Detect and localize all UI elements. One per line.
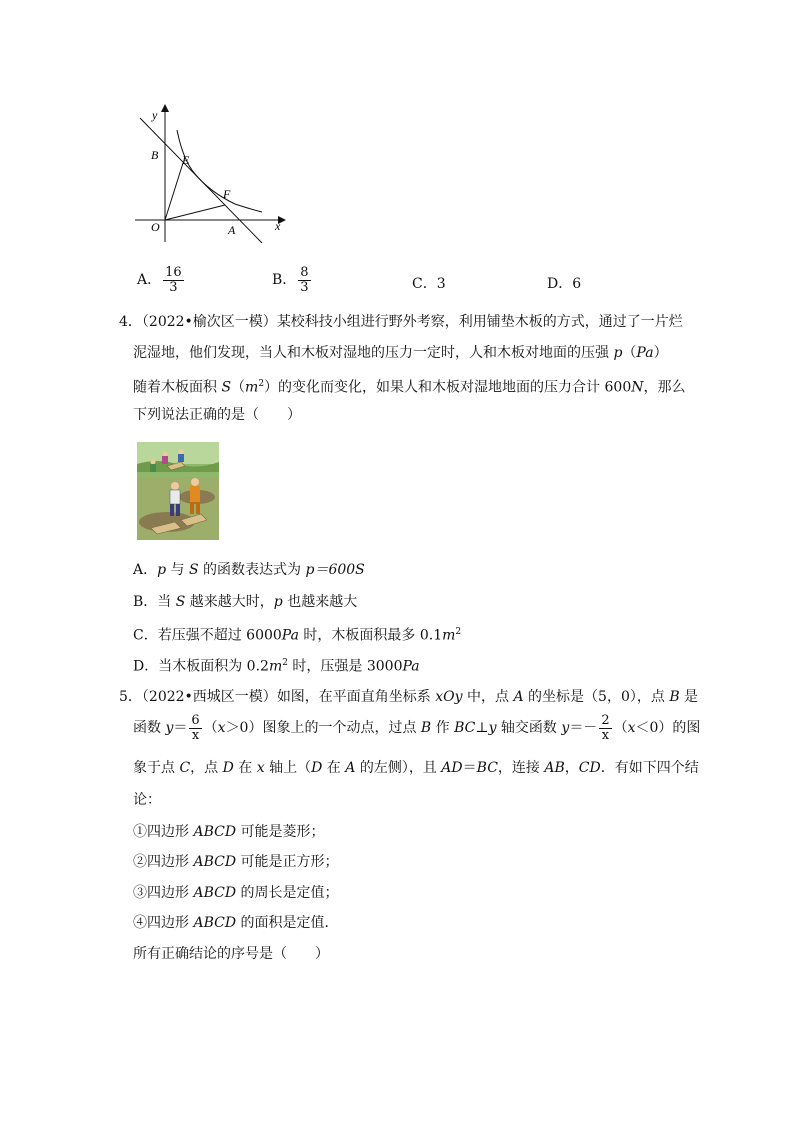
- fraction-2-x: $\frac{2}{x}$: [601, 713, 610, 743]
- q4-option-b[interactable]: B．当 S 越来越大时，p 也越来越大: [133, 594, 358, 610]
- label-y: y: [152, 108, 158, 122]
- q5-line1: 5．（2022•西城区一模）如图，在平面直角坐标系 xOy 中，点 A 的坐标是（5，0），点 B 是: [119, 689, 699, 705]
- q5-source: （2022•西城区一模）: [141, 689, 277, 705]
- label-E: E: [182, 153, 190, 167]
- label-x: x: [275, 219, 281, 233]
- q3-option-b[interactable]: B． $\frac{8}{3}$: [272, 265, 309, 295]
- wetland-illustration: [137, 442, 219, 540]
- q5-conclusion-3: ③四边形 ABCD 的周长是定值；: [133, 885, 339, 901]
- q3-option-a[interactable]: A． $\frac{16}{3}$: [137, 265, 182, 295]
- q4-option-d[interactable]: D．当木板面积为 $0.2m^2$ 时，压强是 3000Pa: [133, 658, 420, 675]
- q5-conclusion-2: ②四边形 ABCD 可能是正方形；: [133, 854, 339, 870]
- label-F: F: [223, 187, 231, 201]
- q5-final-prompt: 所有正确结论的序号是（ ）: [133, 946, 329, 962]
- label-B: B: [151, 148, 159, 162]
- label-A: A: [228, 223, 236, 237]
- q4-line2: 泥湿地，他们发现，当人和木板对湿地的压力一定时，人和木板对地面的压强 p（Pa）: [133, 345, 668, 361]
- q4-option-c[interactable]: C．若压强不超过 6000Pa 时，木板面积最多 $0.1m^2$: [133, 627, 462, 644]
- q5-line3: 象于点 C，点 D 在 x 轴上（D 在 A 的左侧），且 AD＝BC，连接 AB，CD．有如下四个结: [133, 760, 699, 776]
- q4-option-a[interactable]: A．p 与 S 的函数表达式为 p＝600S: [133, 562, 365, 578]
- q5-line4: 论：: [133, 792, 161, 808]
- q4-line4: 下列说法正确的是（ ）: [133, 407, 301, 423]
- q5-line2: 函数 y＝ $\frac{6}{x}$ （x＞0）图象上的一个动点，过点 B 作 BC⊥y 轴交函数 y＝－ $\frac{2}{x}$ （x＜0）的图: [133, 713, 701, 743]
- fraction-6-x: $\frac{6}{x}$: [191, 713, 200, 743]
- fraction-16-3: $\frac{16}{3}$: [165, 265, 182, 295]
- q4-line1: 4．（2022•榆次区一模）某校科技小组进行野外考察，利用铺垫木板的方式，通过了一片烂: [119, 314, 683, 330]
- q5-number: 5．: [119, 689, 142, 705]
- q4-source: （2022•榆次区一模）: [141, 314, 277, 330]
- q4-line3: 随着木板面积 $S(m^2)$的变化而变化，如果人和木板对湿地地面的压力合计 600N，那么: [133, 379, 686, 396]
- label-O: O: [151, 220, 160, 234]
- q3-option-c[interactable]: C．3: [412, 276, 446, 292]
- q4-number: 4．: [119, 314, 142, 330]
- q5-conclusion-4: ④四边形 ABCD 的面积是定值．: [133, 915, 339, 931]
- q3-option-d[interactable]: D．6: [547, 276, 582, 292]
- question3-figure: [135, 100, 295, 245]
- q5-conclusion-1: ①四边形 ABCD 可能是菱形；: [133, 824, 325, 840]
- fraction-8-3: $\frac{8}{3}$: [300, 265, 309, 295]
